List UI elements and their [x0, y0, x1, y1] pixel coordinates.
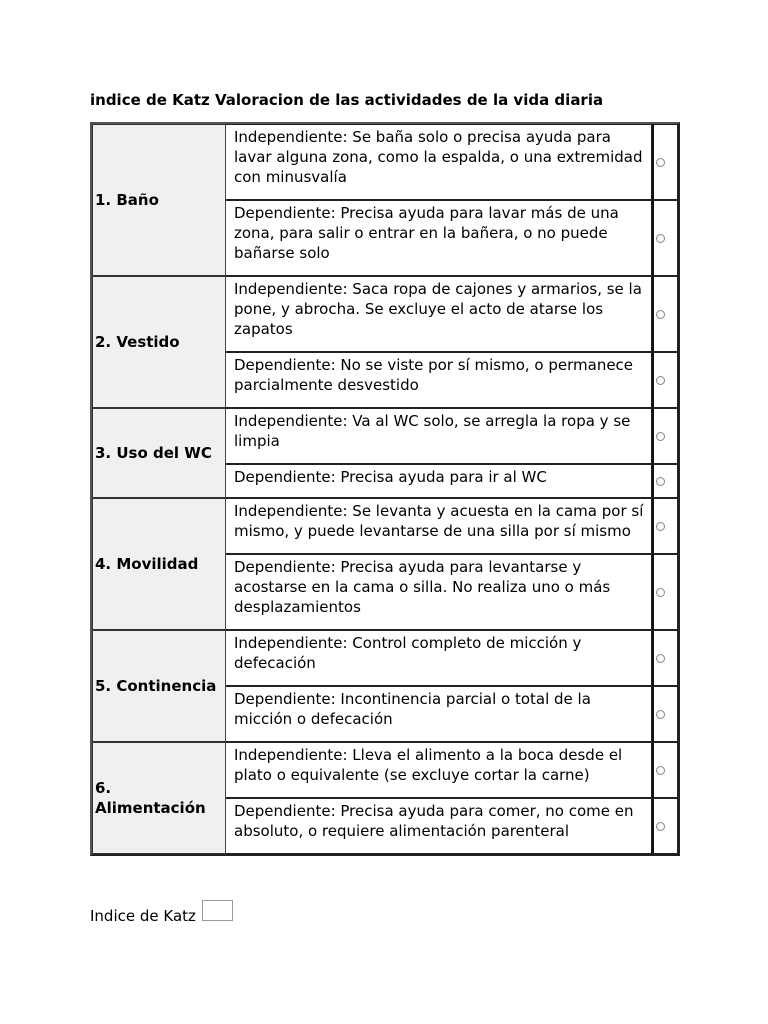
option-alimentacion-independiente: Independiente: Lleva el alimento a la boca desde el plato o equivalente (se excluye cortar la carne): [226, 742, 652, 798]
radio-cell: [652, 276, 678, 352]
category-uso-wc: 3. Uso del WC: [92, 408, 226, 498]
radio-cell: [652, 124, 678, 200]
radio-wc-dependiente[interactable]: [656, 477, 665, 486]
table-row: [92, 498, 678, 554]
table-row: [92, 742, 678, 798]
page-title: indice de Katz Valoracion de las actividades de la vida diaria: [90, 91, 604, 109]
table-row: [92, 408, 678, 464]
option-vestido-dependiente: Dependiente: No se viste por sí mismo, o permanece parcialmente desvestido: [226, 352, 652, 408]
radio-vestido-independiente[interactable]: [656, 310, 665, 319]
radio-cell: [652, 464, 678, 498]
option-bano-dependiente: Dependiente: Precisa ayuda para lavar más de una zona, para salir o entrar en la bañera, o no puede bañarse solo: [226, 200, 652, 276]
katz-index-field[interactable]: [202, 900, 233, 921]
radio-continencia-dependiente[interactable]: [656, 710, 665, 719]
category-alimentacion: 6. Alimentación: [92, 742, 226, 854]
option-continencia-independiente: Independiente: Control completo de micción y defecación: [226, 630, 652, 686]
option-wc-dependiente: Dependiente: Precisa ayuda para ir al WC: [226, 464, 652, 498]
radio-cell: [652, 630, 678, 686]
category-bano: 1. Baño: [92, 124, 226, 276]
radio-movilidad-independiente[interactable]: [656, 522, 665, 531]
radio-cell: [652, 352, 678, 408]
radio-cell: [652, 742, 678, 798]
category-continencia: 5. Continencia: [92, 630, 226, 742]
radio-alimentacion-dependiente[interactable]: [656, 822, 665, 831]
table-row: [92, 124, 678, 200]
table-row: [92, 276, 678, 352]
option-bano-independiente: Independiente: Se baña solo o precisa ayuda para lavar alguna zona, como la espalda, o una extremidad con minusvalía: [226, 124, 652, 200]
radio-bano-dependiente[interactable]: [656, 234, 665, 243]
option-continencia-dependiente: Dependiente: Incontinencia parcial o total de la micción o defecación: [226, 686, 652, 742]
radio-cell: [652, 798, 678, 854]
radio-alimentacion-independiente[interactable]: [656, 766, 665, 775]
radio-cell: [652, 498, 678, 554]
option-alimentacion-dependiente: Dependiente: Precisa ayuda para comer, no come en absoluto, o requiere alimentación parenteral: [226, 798, 652, 854]
category-vestido: 2. Vestido: [92, 276, 226, 408]
table-row: [92, 630, 678, 686]
radio-cell: [652, 408, 678, 464]
option-wc-independiente: Independiente: Va al WC solo, se arregla la ropa y se limpia: [226, 408, 652, 464]
katz-index-label: Indice de Katz: [90, 907, 196, 925]
option-movilidad-independiente: Independiente: Se levanta y acuesta en la cama por sí mismo, y puede levantarse de una silla por sí mismo: [226, 498, 652, 554]
radio-vestido-dependiente[interactable]: [656, 376, 665, 385]
radio-movilidad-dependiente[interactable]: [656, 588, 665, 597]
katz-assessment-table: [90, 122, 680, 856]
radio-cell: [652, 554, 678, 630]
radio-continencia-independiente[interactable]: [656, 654, 665, 663]
option-vestido-independiente: Independiente: Saca ropa de cajones y armarios, se la pone, y abrocha. Se excluye el acto de atarse los zapatos: [226, 276, 652, 352]
radio-cell: [652, 686, 678, 742]
option-movilidad-dependiente: Dependiente: Precisa ayuda para levantarse y acostarse en la cama o silla. No realiza uno o más desplazamientos: [226, 554, 652, 630]
category-movilidad: 4. Movilidad: [92, 498, 226, 630]
radio-cell: [652, 200, 678, 276]
radio-wc-independiente[interactable]: [656, 432, 665, 441]
radio-bano-independiente[interactable]: [656, 158, 665, 167]
